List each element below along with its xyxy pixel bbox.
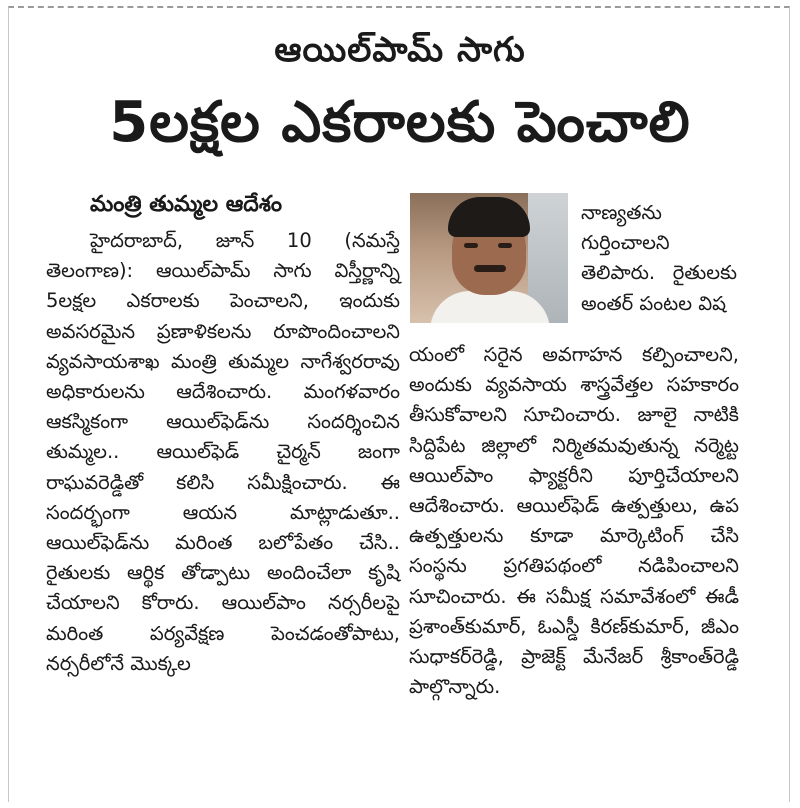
article-kicker: ఆయిల్‌పామ్‌ సాగు [274,30,526,70]
article-subhead: మంత్రి తుమ్మల ఆదేశం [90,192,283,217]
photo-hair [448,197,530,237]
minister-photo [410,193,568,323]
left-column [46,226,400,679]
left-column-text: హైదరాబాద్‌, జూన్‌ 10 (నమస్తే తెలంగాణ): ఆయిల్‌పామ్‌ సాగు విస్తీర్ణాన్ని 5లక్షల ఎకరాలకు పెంచాలని, ఇందుకు అవసరమైన ప్రణాళికలను రూపొందించాలని వ్యవసాయశాఖ మంత్రి తుమ్మల నాగేశ్వరరావు అధికారులను ఆదేశించారు. మంగళవారం ఆకస్మికంగా ఆయిల్‌ఫెడ్‌ను సందర్శించిన తుమ్మల.. ఆయిల్‌ఫెడ్‌ చైర్మన్‌ జంగా రాఘవరెడ్డితో కలిసి సమీక్షించారు. ఈ సందర్భంగా ఆయన మాట్లాడుతూ.. ఆయిల్‌ఫెడ్‌ను మరింత బలోపేతం చేసి.. రైతులకు ఆర్థిక తోడ్పాటు అందించేలా కృషి చేయాలని కోరారు. ఆయిల్‌పాం నర్సరీలపై మరింత పర్యవేక్షణ పెంచడంతోపాటు, నర్సరీలోనే మొక్కల [46,229,400,675]
right-column-top-text: నాణ్యతను గుర్తించాలని తెలిపారు. రైతులకు అంతర్‌ పంటల విష [581,201,737,315]
right-column [409,340,739,702]
photo-eye [464,243,478,248]
photo-moustache [474,265,506,272]
right-column-top [581,198,737,319]
right-column-text: యంలో సరైన అవగాహన కల్పించాలని, అందుకు వ్యవసాయ శాస్త్రవేత్తల సహకారం తీసుకోవాలని సూచించారు. జూలై నాటికి సిద్దిపేట జిల్లాలో నిర్మితమవుతున్న నర్మెట్ట ఆయిల్‌పాం ఫ్యాక్టరీని పూర్తిచేయాలని ఆదేశించారు. ఆయిల్‌ఫెడ్‌ ఉత్పత్తులు, ఉప ఉత్పత్తులను కూడా మార్కెటింగ్‌ చేసి సంస్థను ప్రగతిపథంలో నడిపించాలని సూచించారు. ఈ సమీక్ష సమావేశంలో ఈడీ ప్రశాంత్‌కుమార్‌, ఓఎస్డీ కిరణ్‌కుమార్‌, జీఎం సుధాకర్‌రెడ్డి, ప్రాజెక్ట్‌ మేనేజర్‌ శ్రీకాంత్‌రెడ్డి పాల్గొన్నారు. [409,343,739,699]
photo-eye [498,243,512,248]
article-headline: 5లక్షల ఎకరాలకు పెంచాలి [109,90,691,155]
